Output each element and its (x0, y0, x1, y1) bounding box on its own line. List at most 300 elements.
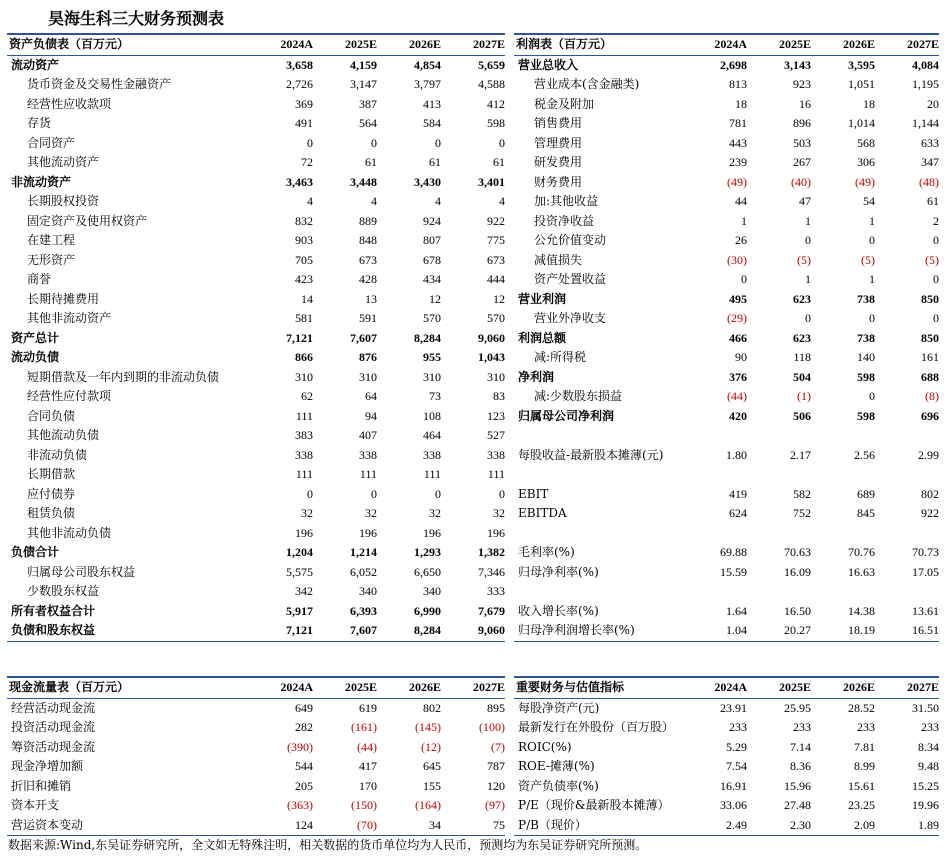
table-row (7, 698, 505, 718)
row-label: 合同负债 (27, 408, 76, 423)
cell-value: 423 (295, 272, 313, 286)
row-label: 其他流动资产 (27, 155, 100, 169)
cell-value: 23.91 (720, 700, 747, 715)
cell-value: 2,726 (286, 77, 313, 91)
cell-value: 781 (729, 116, 747, 130)
cell-value: 23.25 (848, 798, 875, 812)
row-label: ROE-摊薄(%) (518, 759, 595, 773)
row-label: 每股净资产(元) (518, 700, 600, 715)
cell-value: 1,043 (478, 350, 505, 364)
cell-value: 584 (423, 116, 441, 130)
cell-value: 1.89 (875, 816, 939, 836)
row-label: 收入增长率(%) (518, 603, 599, 618)
cell-value: 16 (799, 96, 811, 111)
table-row (514, 621, 939, 641)
row-label: 营业利润 (518, 291, 567, 306)
cell-value: 233 (921, 720, 939, 734)
cell-value: 922 (921, 506, 939, 520)
cell-value: 787 (487, 759, 505, 773)
year-header: 2027E (875, 34, 939, 55)
table-row (7, 348, 505, 368)
cell-value: 369 (295, 96, 313, 111)
table-row (514, 192, 939, 212)
cell-value: 845 (857, 506, 875, 520)
cell-value: 504 (793, 369, 811, 384)
table-row (7, 602, 505, 622)
year-header: 2024A (249, 34, 313, 55)
table-row (7, 387, 505, 407)
cell-value (747, 582, 811, 602)
cell-value (747, 465, 811, 485)
table-row (7, 192, 505, 212)
cell-value: 3,595 (848, 57, 875, 72)
row-label: 其他流动负债 (27, 428, 100, 442)
table-row (514, 757, 939, 777)
cell-value: 20.27 (747, 621, 811, 641)
cell-value: 443 (729, 135, 747, 150)
row-label: 营业外净收支 (534, 311, 607, 325)
cell-value: 4,159 (350, 57, 377, 72)
table-row (7, 426, 505, 446)
cell-value: (49) (855, 174, 875, 189)
cell-value: 876 (359, 350, 377, 364)
row-label: 归属母公司股东权益 (27, 564, 136, 579)
cell-value: 0 (869, 233, 875, 247)
cell-value: 582 (793, 486, 811, 501)
row-label: 公允价值变动 (534, 233, 607, 247)
cell-value: 7.54 (726, 759, 747, 773)
table-header-row (514, 677, 939, 698)
row-label: 归母净利润增长率(%) (514, 621, 683, 641)
cell-value: 568 (857, 135, 875, 150)
table-row (514, 524, 939, 544)
cell-value: 111 (295, 467, 313, 481)
cell-value: 1 (805, 272, 811, 286)
cell-value: 31.50 (912, 700, 939, 715)
cell-value: 495 (729, 291, 747, 306)
cell-value: 118 (793, 350, 811, 364)
row-label: 应付债券 (27, 486, 76, 501)
table-row (514, 309, 939, 329)
row-label: 折旧和摊销 (11, 778, 72, 793)
table-row (7, 582, 505, 602)
cell-value: 649 (295, 700, 313, 715)
table-row (514, 543, 939, 563)
cell-value: 6,990 (414, 603, 441, 618)
cell-value: 338 (423, 447, 441, 462)
cell-value: 9,060 (478, 330, 505, 345)
cell-value: 25.95 (784, 700, 811, 715)
cell-value: 376 (729, 369, 747, 384)
cell-value: 8.34 (918, 739, 939, 754)
cell-value: 196 (295, 525, 313, 540)
cell-value: 0 (435, 135, 441, 150)
cell-value: (5) (861, 252, 875, 267)
cell-value: 233 (793, 720, 811, 734)
cell-value: 738 (857, 330, 875, 345)
cell-value: 678 (423, 252, 441, 267)
cell-value: 4 (307, 194, 313, 208)
cell-value: (145) (415, 720, 441, 734)
cell-value: 0 (499, 486, 505, 501)
year-header: 2024A (683, 677, 747, 698)
cell-value: 7,121 (286, 330, 313, 345)
table-row (514, 55, 939, 75)
cell-value: 4,854 (414, 57, 441, 72)
cell-value: 6,393 (350, 603, 377, 618)
row-label: 现金净增加额 (11, 759, 84, 773)
cell-value: 12 (493, 291, 505, 306)
cell-value (683, 524, 747, 544)
table-row (514, 329, 939, 349)
key-ratios-table (514, 676, 939, 836)
cell-value (811, 465, 875, 485)
row-label: 经营性应付款项 (27, 389, 112, 403)
cell-value (747, 524, 811, 544)
table-row (7, 251, 505, 271)
table-row (7, 816, 505, 836)
cell-value: 7.14 (790, 739, 811, 754)
cell-value: (49) (727, 174, 747, 189)
income-statement-table (514, 33, 939, 642)
cell-value: 306 (857, 155, 875, 169)
cell-value: 623 (793, 330, 811, 345)
table-row (7, 465, 505, 485)
row-label: EBIT (518, 486, 549, 501)
year-header: 2025E (313, 34, 377, 55)
cell-value: 7.81 (854, 739, 875, 754)
cell-value: 6,650 (414, 564, 441, 579)
cell-value: 34 (377, 816, 441, 836)
cell-value: 689 (857, 486, 875, 501)
cell-value: 16.51 (875, 621, 939, 641)
cell-value: 62 (301, 389, 313, 403)
cell-value: 0 (805, 311, 811, 325)
row-label: 资产负债率(%) (518, 778, 599, 793)
table-row (514, 173, 939, 193)
year-header: 2027E (875, 677, 939, 698)
cell-value (811, 426, 875, 446)
row-label: 长期待摊费用 (27, 291, 100, 306)
cell-value: 2,698 (720, 57, 747, 72)
cell-value: 54 (863, 194, 875, 208)
row-label: 研发费用 (534, 155, 583, 169)
row-label: 经营性应收款项 (27, 96, 112, 111)
cell-value: 2.99 (918, 447, 939, 462)
row-label (514, 524, 683, 544)
cell-value: 955 (423, 350, 441, 364)
cell-value: 564 (359, 116, 377, 130)
table-row (514, 504, 939, 524)
cell-value: 75 (441, 816, 505, 836)
cell-value: 623 (793, 291, 811, 306)
cell-value: 4 (371, 194, 377, 208)
cell-value: 570 (423, 311, 441, 325)
cell-value: (1) (797, 389, 811, 403)
row-label: 流动负债 (11, 350, 60, 364)
row-label: 无形资产 (27, 252, 76, 267)
cell-value: 581 (295, 311, 313, 325)
cell-value: 3,430 (414, 174, 441, 189)
cell-value: 32 (301, 506, 313, 520)
cell-value: 8.99 (854, 759, 875, 773)
table-row (7, 55, 505, 75)
cell-value: 506 (793, 408, 811, 423)
cell-value: 688 (921, 369, 939, 384)
cell-value: 32 (493, 506, 505, 520)
row-label: 所有者权益合计 (11, 603, 96, 618)
row-label: 非流动资产 (11, 174, 72, 189)
cell-value: 3,143 (784, 57, 811, 72)
row-label: 减值损失 (534, 252, 583, 267)
cell-value: 282 (295, 720, 313, 734)
row-label: 营业总收入 (518, 57, 579, 72)
cell-value: 140 (857, 350, 875, 364)
row-label: 归母净利率(%) (518, 564, 599, 579)
table-row (514, 816, 939, 836)
table-row (514, 698, 939, 718)
cell-value: (363) (287, 798, 313, 812)
cell-value: 413 (423, 96, 441, 111)
cell-value: 6,052 (350, 564, 377, 579)
row-label (514, 426, 683, 446)
cell-value (875, 426, 939, 446)
row-label: 资产处置收益 (534, 272, 607, 286)
table-row (7, 504, 505, 524)
row-label: 减:少数股东损益 (534, 389, 623, 403)
cell-value: (8) (925, 389, 939, 403)
year-header: 2024A (683, 34, 747, 55)
table-row (514, 738, 939, 758)
cell-value: 434 (423, 272, 441, 286)
cell-value: 0 (805, 233, 811, 247)
cell-value: (5) (925, 252, 939, 267)
cell-value: 61 (927, 194, 939, 208)
cell-value: 340 (423, 584, 441, 598)
table-row (7, 212, 505, 232)
cell-value: 83 (493, 389, 505, 403)
cell-value: 5,917 (286, 603, 313, 618)
table-row (514, 153, 939, 173)
cell-value: 598 (857, 408, 875, 423)
row-label: 每股收益-最新股本摊薄(元) (518, 447, 664, 462)
cell-value: 866 (295, 350, 313, 364)
cell-value: 20 (927, 96, 939, 111)
cell-value: 5,659 (478, 57, 505, 72)
table-row (514, 582, 939, 602)
cell-value: 18.19 (811, 621, 875, 641)
row-label: 非流动负债 (27, 447, 88, 462)
cell-value: 420 (729, 408, 747, 423)
cell-value: 1 (741, 213, 747, 228)
source-note: 数据来源:Wind,东吴证券研究所，全文如无特殊注明，相关数据的货币单位均为人民币，预测均为东吴证券研究所预测。 (8, 838, 648, 852)
cell-value: 111 (487, 467, 505, 481)
row-label: 减:所得税 (534, 350, 587, 364)
table-row (7, 524, 505, 544)
cell-value: 673 (359, 252, 377, 267)
table-row (7, 407, 505, 427)
table-row (7, 153, 505, 173)
cell-value: 32 (429, 506, 441, 520)
cell-value: 1,195 (912, 77, 939, 91)
cell-value: 338 (359, 447, 377, 462)
cell-value: 1 (869, 272, 875, 286)
cell-value: 645 (423, 759, 441, 773)
row-label: 其他非流动资产 (27, 311, 112, 325)
cell-value: 14 (301, 291, 313, 306)
cell-value: 923 (793, 77, 811, 91)
cell-value: 69.88 (720, 545, 747, 559)
cell-value: 466 (729, 330, 747, 345)
cell-value: 17.05 (912, 564, 939, 579)
cell-value: 64 (365, 389, 377, 403)
cell-value: 310 (423, 369, 441, 384)
cell-value: (70) (313, 816, 377, 836)
cell-value: 895 (487, 700, 505, 715)
cell-value: 13.61 (912, 603, 939, 618)
cell-value: 1 (805, 213, 811, 228)
table-row (7, 485, 505, 505)
cell-value: 444 (487, 272, 505, 286)
row-label: 销售费用 (534, 116, 583, 130)
cell-value: 2.49 (683, 816, 747, 836)
cell-value: 3,147 (350, 77, 377, 91)
cell-value: 33.06 (720, 798, 747, 812)
cell-value: 738 (857, 291, 875, 306)
cell-value (875, 524, 939, 544)
year-header: 2026E (811, 34, 875, 55)
cell-value: 18 (735, 96, 747, 111)
cell-value: 0 (933, 311, 939, 325)
cell-value: 0 (435, 486, 441, 501)
cell-value: 19.96 (912, 798, 939, 812)
cell-value: 0 (869, 311, 875, 325)
cell-value: (100) (479, 720, 505, 734)
row-label: 商誉 (27, 272, 52, 286)
table-row (514, 426, 939, 446)
table-row (7, 563, 505, 583)
cell-value: 239 (729, 155, 747, 169)
table-row (514, 796, 939, 816)
row-label: P/B（现价） (514, 816, 683, 836)
table-header-row (7, 34, 505, 55)
cell-value: 598 (487, 116, 505, 130)
cell-value: 0 (933, 233, 939, 247)
cell-value: (161) (351, 720, 377, 734)
table-row (7, 777, 505, 797)
cell-value: (48) (919, 174, 939, 189)
cell-value (875, 582, 939, 602)
row-label: P/E（现价&最新股本摊薄） (518, 798, 670, 812)
year-header: 2025E (747, 34, 811, 55)
cell-value: 70.63 (784, 545, 811, 559)
cell-value: 922 (487, 213, 505, 228)
cell-value: 347 (921, 155, 939, 169)
table-row (514, 348, 939, 368)
cell-value: 111 (359, 467, 377, 481)
table-row (7, 446, 505, 466)
cell-value: 802 (921, 486, 939, 501)
row-label: 负债和股东权益 (7, 621, 249, 641)
row-label (514, 465, 683, 485)
table-row (7, 95, 505, 115)
cell-value: 2.30 (747, 816, 811, 836)
cell-value: 5,575 (286, 564, 313, 579)
cell-value: 196 (487, 525, 505, 540)
row-label: 货币资金及交易性金融资产 (27, 77, 172, 91)
row-label: 资产总计 (11, 330, 60, 345)
table-row (514, 212, 939, 232)
table-row (7, 270, 505, 290)
table-row (514, 290, 939, 310)
table-row (7, 134, 505, 154)
row-label: 管理费用 (534, 135, 583, 150)
year-header: 2024A (249, 677, 313, 698)
table-row (7, 796, 505, 816)
table-row (7, 368, 505, 388)
cell-value: 7,346 (478, 564, 505, 579)
cell-value: 111 (423, 467, 441, 481)
cell-value (811, 582, 875, 602)
cell-value: 26 (735, 233, 747, 247)
cell-value: 15.25 (912, 778, 939, 793)
cell-value: 16.91 (720, 778, 747, 793)
cell-value: (44) (357, 739, 377, 754)
cell-value: 0 (933, 272, 939, 286)
row-label: 租赁负债 (27, 506, 76, 520)
cell-value: 72 (301, 155, 313, 169)
cell-value: 108 (423, 408, 441, 423)
row-label: 在建工程 (27, 233, 76, 247)
cell-value: 0 (307, 486, 313, 501)
cell-value: 896 (793, 116, 811, 130)
cell-value: 61 (365, 155, 377, 169)
year-header: 2027E (441, 677, 505, 698)
cell-value: 3,401 (478, 174, 505, 189)
row-label: 营业成本(含金融类) (534, 77, 640, 91)
cell-value: 16.09 (784, 564, 811, 579)
row-label: 财务费用 (534, 174, 583, 189)
cell-value: 4 (435, 194, 441, 208)
cell-value: 205 (295, 778, 313, 793)
cell-value: 70.73 (912, 545, 939, 559)
cell-value: (40) (791, 174, 811, 189)
cell-value: 412 (487, 96, 505, 111)
cell-value: 267 (793, 155, 811, 169)
cell-value: 4 (499, 194, 505, 208)
cell-value: (7) (491, 739, 505, 754)
cell-value: 7,121 (249, 621, 313, 641)
year-header: 2025E (747, 677, 811, 698)
row-label: 净利润 (518, 369, 555, 384)
cell-value: 1,214 (350, 545, 377, 559)
table-title: 资产负债表（百万元） (7, 34, 249, 55)
row-label: 投资活动现金流 (11, 720, 96, 734)
table-row (514, 485, 939, 505)
row-label: 负债合计 (11, 545, 60, 559)
cell-value: 619 (359, 700, 377, 715)
table-row (7, 290, 505, 310)
cell-value: 752 (793, 506, 811, 520)
table-title: 利润表（百万元） (514, 34, 683, 55)
table-title: 现金流量表（百万元） (7, 677, 249, 698)
cell-value: 3,797 (414, 77, 441, 91)
row-label: 经营活动现金流 (11, 700, 96, 715)
row-label: 长期股权投资 (27, 194, 100, 208)
cell-value (683, 426, 747, 446)
table-row (514, 270, 939, 290)
table-row (7, 738, 505, 758)
